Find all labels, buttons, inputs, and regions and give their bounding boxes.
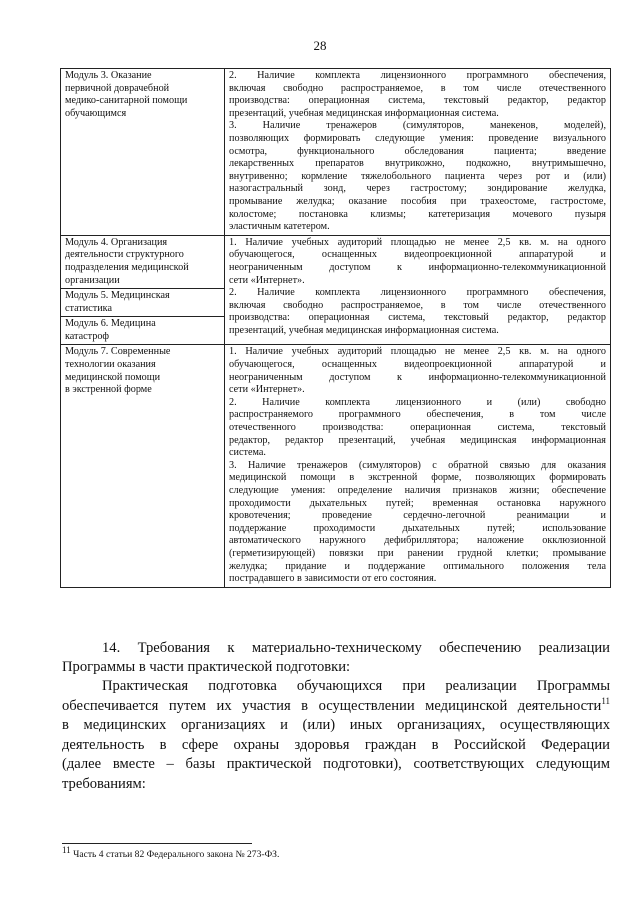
paragraph-line: (далее вместе – базы практической подготовки), соответствующих следующим xyxy=(62,756,610,773)
requirement-line: следующие умения: определение наличия признаков жизни; обеспечение xyxy=(229,485,606,496)
module-line: деятельности структурного xyxy=(65,249,184,261)
requirement-line: лекарственных препаратов внутрикожно, подкожно, внутримышечно, xyxy=(229,158,606,170)
table-row xyxy=(61,69,611,236)
module-cell xyxy=(61,289,225,317)
paragraph-line-text: обеспечивается путем их участия в осуществлении медицинской деятельности xyxy=(62,697,602,714)
requirement-line: назогастральный зонд, через гастростому; зондирование желудка, xyxy=(229,183,606,195)
heading-line: Программы в части практической подготовки: xyxy=(62,659,351,675)
requirement-line: проходимости дыхательных путей; временная остановка наружного xyxy=(229,497,606,509)
requirement-line: 1. Наличие учебных аудиторий площадью не менее 2,5 кв. м. на одного xyxy=(229,236,606,248)
requirement-line: медицинской помощи в экстренной форме, позволяющих формировать xyxy=(229,472,606,484)
module-line: технологии оказания xyxy=(65,359,156,371)
requirement-line: сети «Интернет». xyxy=(229,274,305,286)
footnote-reference[interactable]: 11 xyxy=(601,695,610,706)
requirements-cell xyxy=(225,235,611,345)
module-line: статистика xyxy=(65,302,113,314)
paragraph-line: Практическая подготовка обучающихся при реализации Программы xyxy=(102,678,610,694)
paragraph-line: требованиям: xyxy=(62,775,146,792)
requirement-line: 3. Наличие тренажеров (симуляторов) с обратной связью для оказания xyxy=(229,459,606,471)
requirement-line: система. xyxy=(229,447,266,459)
requirement-line: 1. Наличие учебных аудиторий площадью не менее 2,5 кв. м. на одного xyxy=(229,346,606,358)
module-line: подразделения медицинской xyxy=(65,261,189,273)
footnote xyxy=(62,844,280,860)
requirement-line: обучающегося, оснащенных видеопроекционной аппаратурой и xyxy=(229,359,606,371)
module-line: Модуль 5. Медицинская xyxy=(65,290,170,302)
module-line: катастроф xyxy=(65,330,110,342)
requirements-cell xyxy=(225,345,611,587)
module-line: в экстренной форме xyxy=(65,384,152,396)
requirement-line: распространяемого программного обеспечения, в том числе xyxy=(229,409,606,421)
requirement-line: кровотечения; проведение сердечно-легочной реанимации и xyxy=(229,510,606,522)
requirement-line: отечественного производства: операционная система, текстовый xyxy=(229,422,606,434)
requirement-line: производства: операционная система, текстовый редактор, редактор xyxy=(229,312,606,324)
requirement-line: включая свободно распространяемое, в том числе отечественного xyxy=(229,299,606,311)
footnote-divider xyxy=(62,843,252,844)
module-line: Модуль 6. Медицина xyxy=(65,318,156,330)
requirement-line: 2. Наличие комплекта лицензионного программного обеспечения, xyxy=(229,70,606,81)
requirement-line: колостоме; постановка клизмы; катетеризация мочевого пузыря xyxy=(229,208,606,220)
module-line: Модуль 4. Организация xyxy=(65,236,168,248)
requirement-line: желудка; придание и поддержание оптимального положения тела xyxy=(229,560,606,572)
heading-line: 14. Требования к материально-техническому обеспечению реализации xyxy=(102,640,610,656)
module-cell xyxy=(61,345,225,587)
paragraph-line: в медицинских организациях и (или) иных организациях, осуществляющих xyxy=(62,717,610,734)
requirement-line: промывание желудка; оказание пособия при трахеостоме, гастростоме, xyxy=(229,195,606,207)
requirement-line: пострадавшего в зависимости от его состояния. xyxy=(229,573,437,585)
requirements-cell xyxy=(225,69,611,236)
module-line: Модуль 3. Оказание xyxy=(65,70,152,81)
section-paragraph xyxy=(62,677,610,795)
requirement-line: (герметизирующей) повязки при ранении грудной клетки; промывание xyxy=(229,547,606,559)
section-heading xyxy=(62,639,610,677)
requirement-line: позволяющих формировать следующие умения: проведение визуального xyxy=(229,132,606,144)
module-line: первичной доврачебной xyxy=(65,82,170,94)
module-line: организации xyxy=(65,274,120,286)
requirement-line: поддержание проходимости дыхательных путей; использование xyxy=(229,522,606,534)
requirement-line: презентаций, учебная медицинская информационная система. xyxy=(229,324,499,336)
requirement-line: автоматического наружного дефибриллятора; наложение окклюзионной xyxy=(229,535,606,547)
requirement-line: осмотра, функционального обследования пациента; введение xyxy=(229,145,606,157)
module-line: обучающимся xyxy=(65,107,127,119)
requirement-line: неограниченным доступом к информационно-телекоммуникационной xyxy=(229,371,606,383)
requirement-line: обучающегося, оснащенных видеопроекционной аппаратурой и xyxy=(229,249,606,261)
module-cell xyxy=(61,317,225,345)
requirement-line: сети «Интернет». xyxy=(229,384,305,396)
module-cell xyxy=(61,69,225,236)
module-line: медицинской помощи xyxy=(65,371,161,383)
paragraph-line xyxy=(62,697,610,717)
requirement-line: 2. Наличие комплекта лицензионного программного обеспечения, xyxy=(229,287,606,299)
requirement-line: презентаций, учебная медицинская информационная система. xyxy=(229,107,499,119)
requirement-line: неограниченным доступом к информационно-телекоммуникационной xyxy=(229,261,606,273)
requirement-line: эластичным катетером. xyxy=(229,221,330,233)
footnote-text: Часть 4 статьи 82 Федерального закона № 273-ФЗ. xyxy=(73,849,280,860)
footnote-marker: 11 xyxy=(62,844,71,855)
requirement-line: включая свободно распространяемое, в том числе отечественного xyxy=(229,82,606,94)
table-row xyxy=(61,345,611,587)
requirement-line: 2. Наличие комплекта лицензионного и (или) свободно xyxy=(229,396,606,408)
table-row xyxy=(61,235,611,288)
requirement-line: 3. Наличие тренажеров (симуляторов, манекенов, моделей), xyxy=(229,120,606,132)
module-line: Модуль 7. Современные xyxy=(65,346,171,358)
module-line: медико-санитарной помощи xyxy=(65,95,188,107)
requirement-line: редактор, редактор презентаций, учебная медицинская информационная xyxy=(229,434,606,446)
requirement-line: производства: операционная система, текстовый редактор, редактор xyxy=(229,95,606,107)
requirements-table xyxy=(60,68,611,588)
module-cell xyxy=(61,235,225,288)
paragraph-line: деятельность в сфере охраны здоровья граждан в Российской Федерации xyxy=(62,736,610,753)
requirement-line: внутривенно; кормление тяжелобольного пациента через рот и (или) xyxy=(229,170,606,182)
page-number: 28 xyxy=(313,38,327,53)
